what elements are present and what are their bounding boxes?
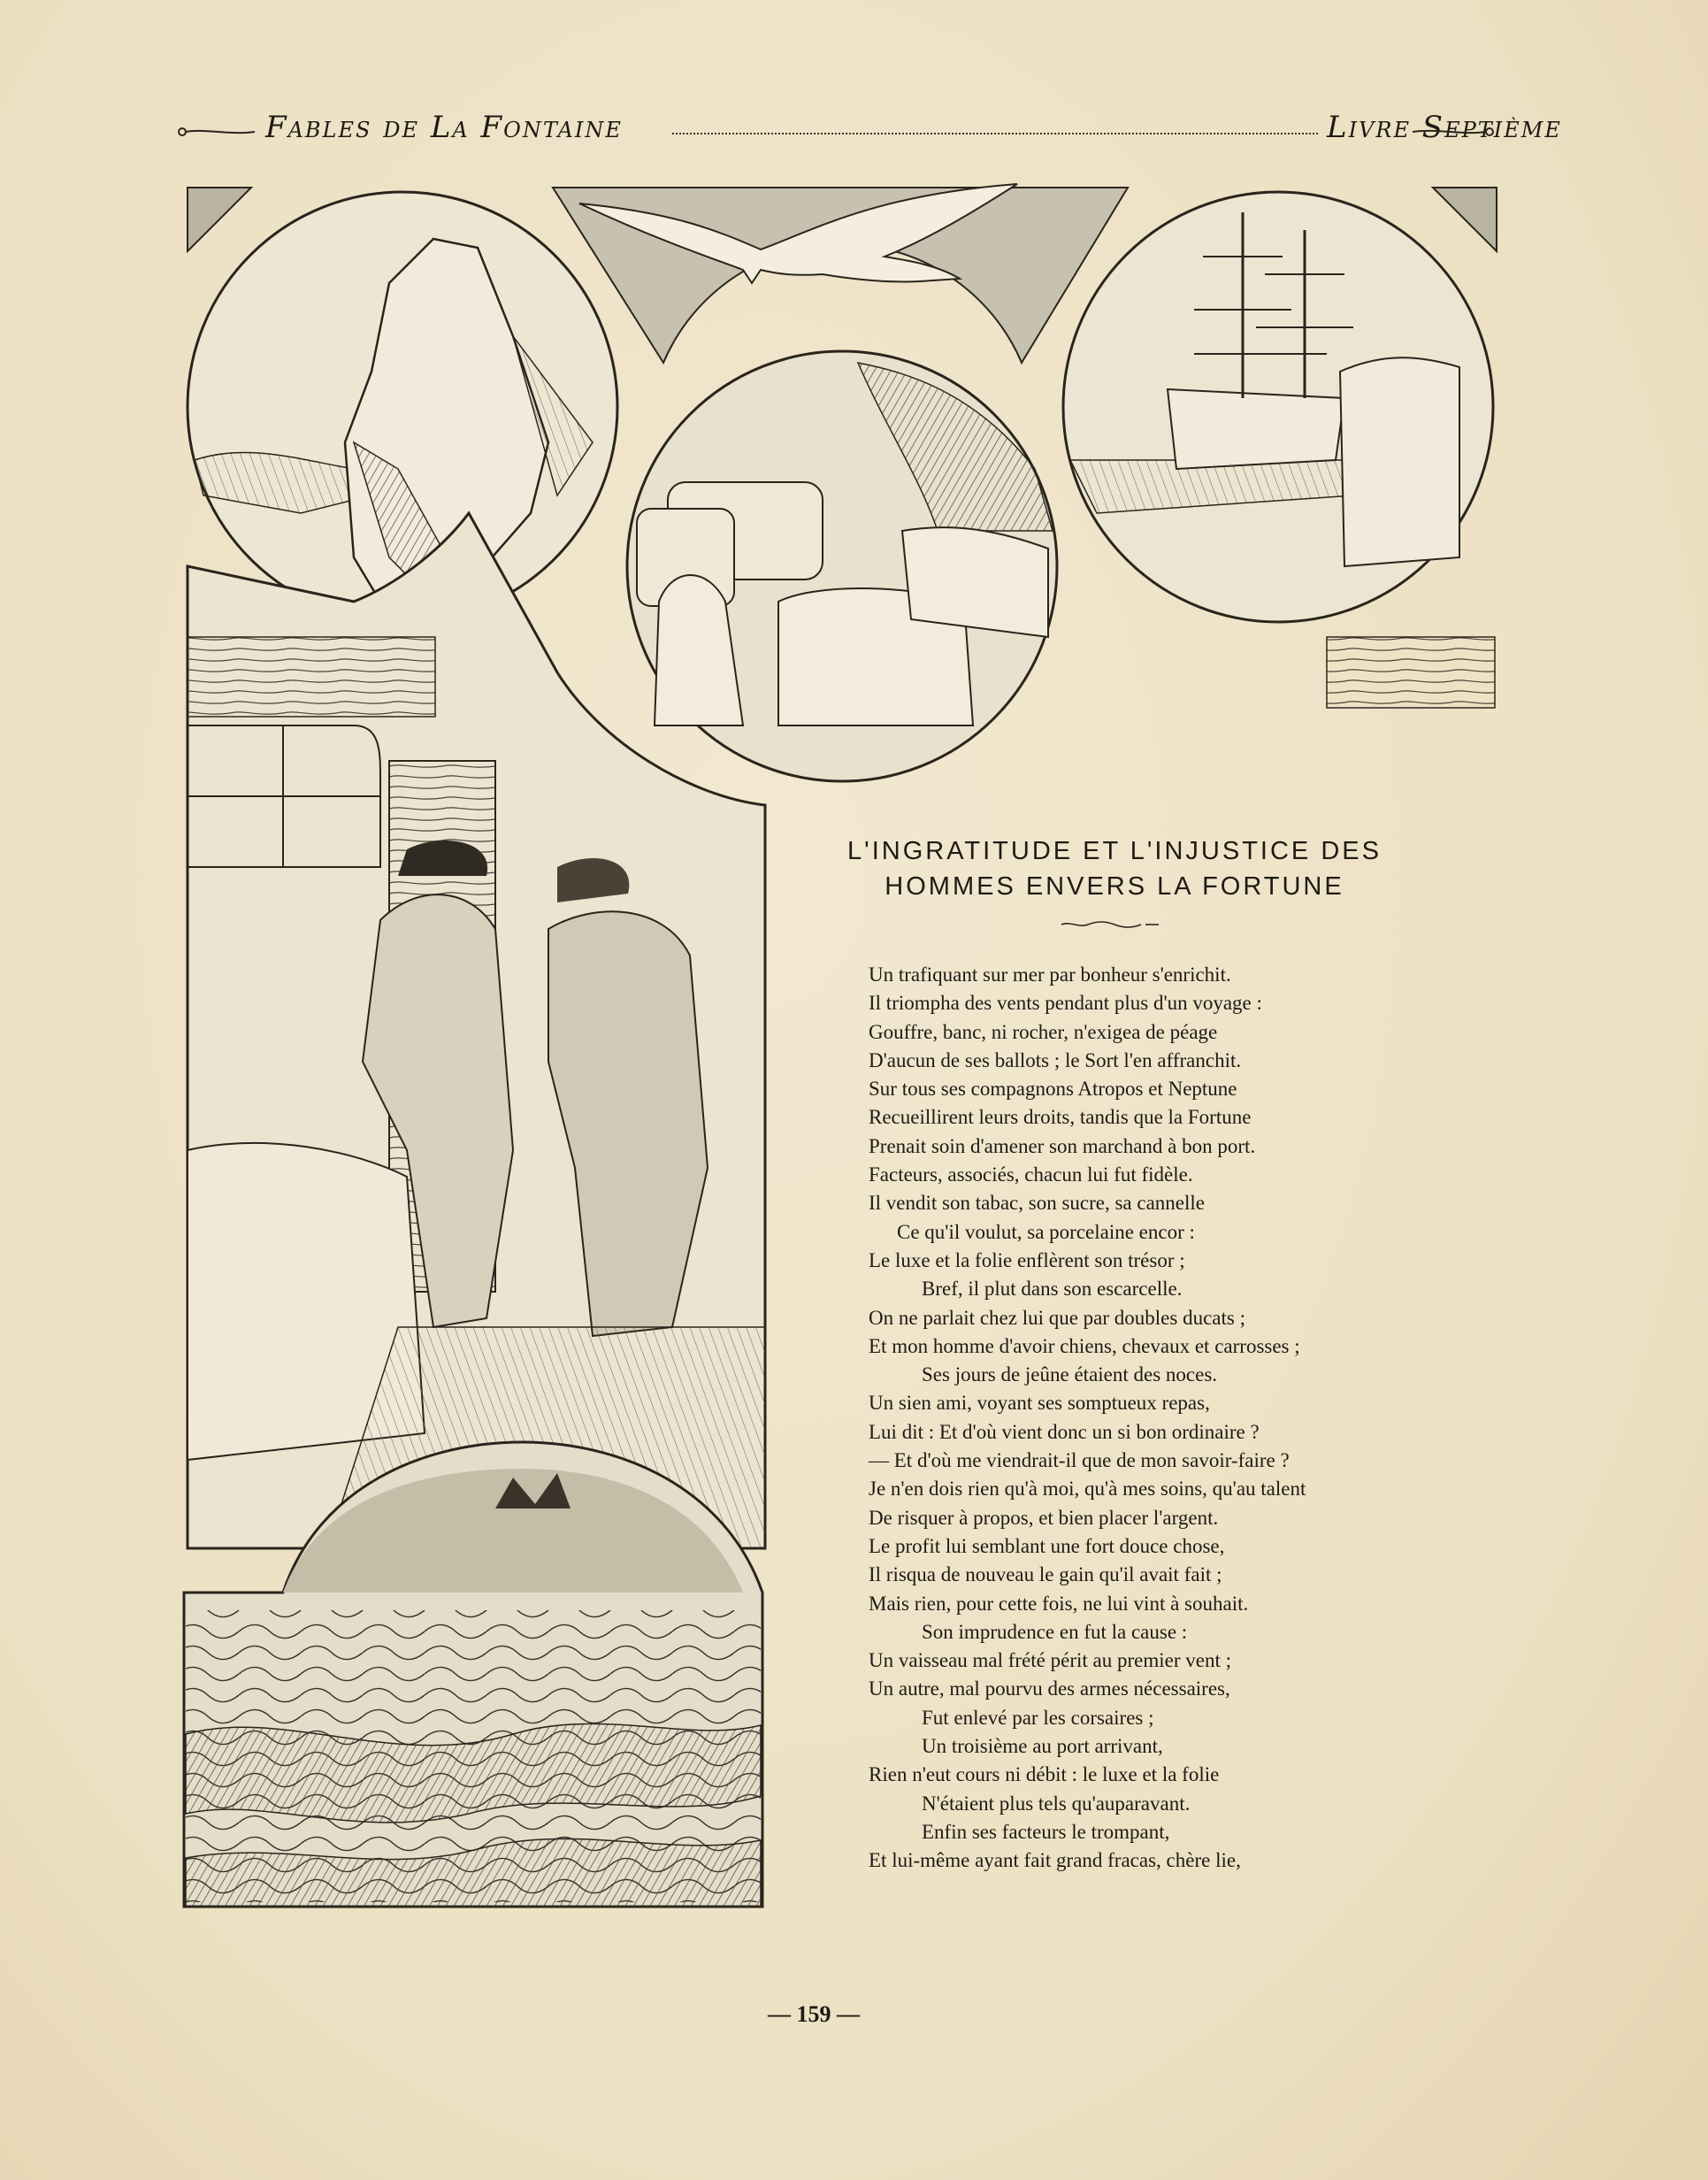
poem-line: Sur tous ses compagnons Atropos et Neptune	[869, 1078, 1237, 1101]
poem-line: Lui dit : Et d'où vient donc un si bon ordinaire ?	[869, 1420, 1260, 1443]
title-ornament-rule	[1061, 920, 1159, 929]
rock-cliff-medallion	[188, 192, 617, 622]
poem-line: Un troisième au port arrivant,	[922, 1735, 1163, 1758]
sailing-ship-medallion	[1063, 192, 1493, 622]
poem-line: Facteurs, associés, chacun lui fut fidèle.	[869, 1163, 1193, 1186]
poem-line: Et lui-même ayant fait grand fracas, chère lie,	[869, 1849, 1241, 1872]
corner-triangle-right	[1433, 188, 1497, 251]
poem-line: Il risqua de nouveau le gain qu'il avait fait ;	[869, 1563, 1222, 1586]
fable-title-line-2: HOMMES ENVERS LA FORTUNE	[885, 872, 1344, 901]
poem-line: Le profit lui semblant une fort douce chose,	[869, 1534, 1225, 1557]
poem-line: — Et d'où me viendrait-il que de mon savoir-faire ?	[869, 1449, 1290, 1472]
poem-line: Bref, il plut dans son escarcelle.	[922, 1278, 1183, 1301]
header-flourish-left	[177, 126, 257, 138]
header-dotted-rule	[672, 133, 1318, 138]
poem-line: Un trafiquant sur mer par bonheur s'enrichit.	[869, 963, 1231, 986]
header-flourish-right	[1411, 126, 1495, 138]
book-section: Livre Septième	[1327, 110, 1562, 145]
page-number: — 159 —	[768, 2001, 860, 2027]
poem-line: Son imprudence en fut la cause :	[922, 1620, 1188, 1643]
running-header	[177, 108, 1562, 152]
corner-triangle-left	[188, 188, 251, 251]
poem-line: Le luxe et la folie enflèrent son trésor ;	[869, 1248, 1185, 1271]
poem-line: Recueillirent leurs droits, tandis que la Fortune	[869, 1106, 1252, 1129]
fable-title-line-1: L'INGRATITUDE ET L'INJUSTICE DES	[847, 837, 1382, 865]
poem-line: On ne parlait chez lui que par doubles ducats ;	[869, 1306, 1245, 1329]
poem-line: Un vaisseau mal frété périt au premier vent ;	[869, 1649, 1232, 1672]
poem-line: Ses jours de jeûne étaient des noces.	[922, 1363, 1218, 1386]
poem-line: Il vendit son tabac, son sucre, sa cannelle	[869, 1192, 1206, 1215]
poem-line: N'étaient plus tels qu'auparavant.	[922, 1792, 1191, 1815]
poem-line: Prenait soin d'amener son marchand à bon port.	[869, 1134, 1256, 1157]
book-title: Fables de La Fontaine	[265, 110, 623, 145]
poem-line: D'aucun de ses ballots ; le Sort l'en affranchit.	[869, 1048, 1242, 1071]
poem-line: Un sien ami, voyant ses somptueux repas,	[869, 1392, 1210, 1415]
poem-line: Mais rien, pour cette fois, ne lui vint à souhait.	[869, 1592, 1249, 1615]
poem-line: Ce qu'il voulut, sa porcelaine encor :	[897, 1220, 1195, 1243]
poem-line: Fut enlevé par les corsaires ;	[922, 1706, 1154, 1729]
poem-line: Un autre, mal pourvu des armes nécessaires,	[869, 1677, 1230, 1700]
fable-title	[827, 833, 1402, 904]
poem-line: Rien n'eut cours ni débit : le luxe et la folie	[869, 1763, 1220, 1786]
poem-line: Je n'en dois rien qu'à moi, qu'à mes soins, qu'au talent	[869, 1478, 1306, 1501]
poem-line: Et mon homme d'avoir chiens, chevaux et carrosses ;	[869, 1334, 1300, 1357]
cargo-hold-medallion	[627, 351, 1057, 781]
poem-line: Enfin ses facteurs le trompant,	[922, 1820, 1170, 1843]
poem-line: Il triompha des vents pendant plus d'un voyage :	[869, 992, 1262, 1015]
poem-line: De risquer à propos, et bien placer l'argent.	[869, 1506, 1219, 1529]
seagull-spandrel	[553, 184, 1128, 363]
fable-poem	[869, 961, 1444, 1876]
poem-line: Gouffre, banc, ni rocher, n'exigea de péage	[869, 1020, 1218, 1043]
